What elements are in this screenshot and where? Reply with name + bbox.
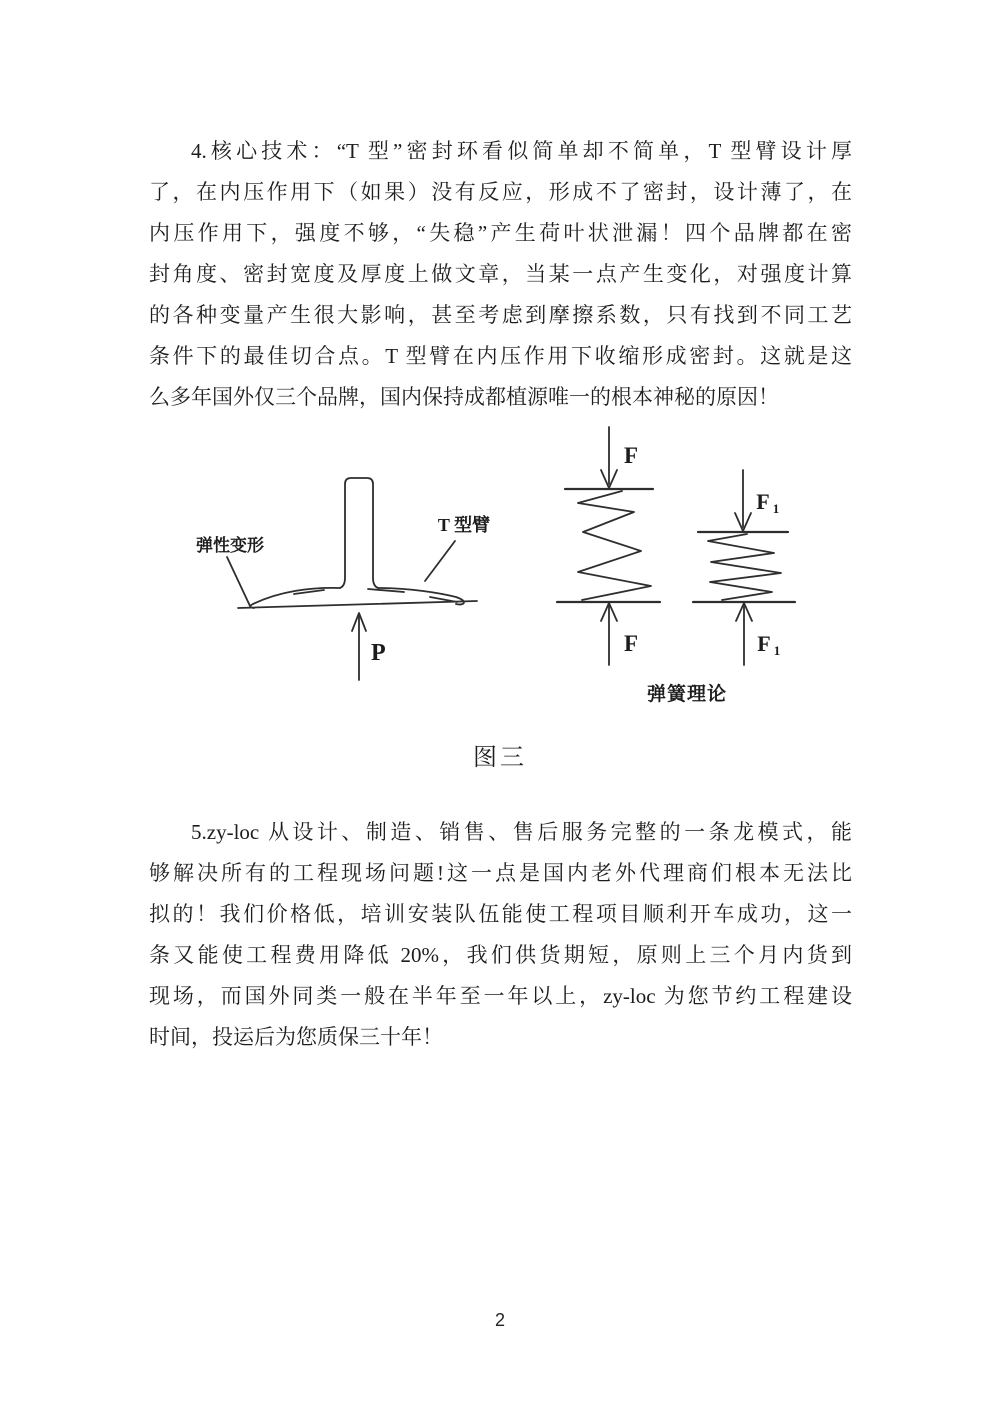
text-line: 了，在内压作用下（如果）没有反应，形成不了密封，设计薄了，在: [149, 180, 852, 204]
text-line: 内压作用下，强度不够，“失稳”产生荷叶状泄漏！四个品牌都在密: [149, 221, 852, 245]
text-line: 么多年国外仅三个品牌，国内保持成都植源唯一的根本神秘的原因！: [149, 385, 779, 409]
text-line: 5.zy-loc 从设计、制造、销售、售后服务完整的一条龙模式，能: [191, 820, 852, 844]
figure-caption: 图三: [473, 745, 527, 771]
seat-line: [238, 601, 477, 608]
pressure-p-label: P: [371, 640, 386, 666]
text-line: 条件下的最佳切合点。T 型臂在内压作用下收缩形成密封。这就是这: [149, 344, 852, 368]
figure-three-diagram: [0, 400, 1000, 720]
force-f1-bottom-label: F: [757, 631, 771, 656]
spring-coil: [578, 491, 651, 600]
text-line: 条又能使工程费用降低 20%，我们供货期短，原则上三个月内货到: [149, 943, 852, 967]
t-seal-left-arm: [253, 588, 340, 604]
text-line: 时间，投运后为您质保三十年！: [149, 1025, 443, 1049]
spring-compressed-drawing: [693, 470, 795, 665]
t-arm-label: T 型臂: [437, 515, 491, 535]
page-number: 2: [494, 1310, 505, 1330]
force-f1-top-subscript: 1: [772, 501, 780, 516]
text-line: 够解决所有的工程现场问题!这一点是国内老外代理商们根本无法比: [149, 861, 852, 885]
t-seal-drawing: [227, 478, 477, 680]
force-f1-bottom-subscript: 1: [773, 643, 781, 658]
force-f-top-label: F: [623, 443, 639, 468]
spring-free-drawing: [557, 427, 660, 665]
leader-line-t-arm: [425, 541, 455, 581]
paragraph-zyloc-service: [149, 812, 852, 1058]
spring-theory-caption: 弹簧理论: [646, 684, 728, 705]
paragraph-core-technology: [149, 131, 852, 418]
elastic-deformation-label: 弹性变形: [196, 536, 264, 555]
text-line: 拟的！我们价格低，培训安装队伍能使工程项目顺利开车成功，这一: [149, 902, 852, 926]
force-f-bottom-label: F: [623, 631, 639, 656]
spring-coil: [708, 534, 781, 600]
leader-line-elastic: [227, 557, 250, 606]
t-seal-stem: [340, 478, 378, 588]
force-f1-top-label: F: [756, 489, 770, 514]
text-line: 的各种变量产生很大影响，甚至考虑到摩擦系数，只有找到不同工艺: [149, 303, 852, 327]
text-line: 封角度、密封宽度及厚度上做文章，当某一点产生变化，对强度计算: [149, 262, 852, 286]
text-line: 现场，而国外同类一般在半年至一年以上，zy-loc 为您节约工程建设: [149, 984, 852, 1008]
text-line: 4.核心技术：“T 型”密封环看似简单却不简单，T 型臂设计厚: [191, 139, 852, 163]
